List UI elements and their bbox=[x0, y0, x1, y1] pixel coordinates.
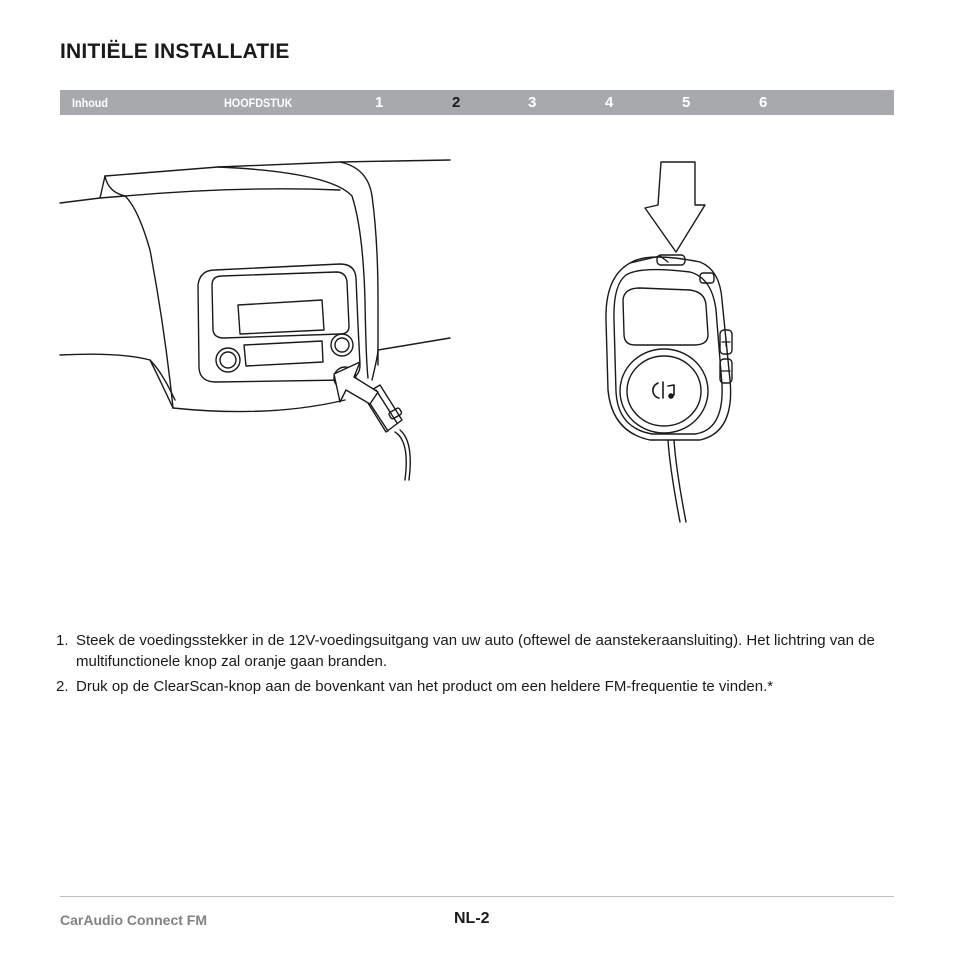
nav-chapter-4[interactable]: 4 bbox=[605, 94, 614, 111]
footer-divider bbox=[60, 896, 894, 897]
nav-chapter-2[interactable]: 2 bbox=[452, 94, 461, 111]
car-dashboard-illustration bbox=[60, 160, 450, 412]
footer-product-name: CarAudio Connect FM bbox=[60, 912, 207, 928]
instruction-number: 1. bbox=[56, 632, 69, 649]
nav-contents-link[interactable]: Inhoud bbox=[72, 96, 108, 110]
instruction-number: 2. bbox=[56, 678, 69, 695]
instruction-item-2 bbox=[56, 676, 896, 697]
car-radio-illustration bbox=[198, 264, 360, 382]
nav-chapter-1[interactable]: 1 bbox=[375, 94, 384, 111]
instruction-text: Druk op de ClearScan-knop aan de bovenkant van het product om een heldere FM-frequentie te vinden.* bbox=[76, 678, 774, 695]
press-down-arrow-icon bbox=[645, 162, 705, 252]
call-music-icon bbox=[653, 382, 674, 398]
instruction-list bbox=[56, 630, 896, 701]
instruction-text: Steek de voedingsstekker in de 12V-voedingsuitgang van uw auto (oftewel de aanstekeraansluiting). Het lichtring van de multifunctionele knop zal oranje gaan branden. bbox=[76, 632, 875, 670]
instruction-item-1 bbox=[56, 630, 896, 672]
nav-chapter-label: HOOFDSTUK bbox=[224, 96, 293, 110]
fm-transmitter-illustration bbox=[606, 255, 732, 522]
page-title: INITIËLE INSTALLATIE bbox=[60, 40, 290, 63]
nav-chapter-6[interactable]: 6 bbox=[759, 94, 768, 111]
nav-chapter-3[interactable]: 3 bbox=[528, 94, 537, 111]
footer-page-number: NL-2 bbox=[454, 910, 490, 927]
volume-plus-icon bbox=[722, 338, 730, 346]
nav-chapter-5[interactable]: 5 bbox=[682, 94, 691, 111]
